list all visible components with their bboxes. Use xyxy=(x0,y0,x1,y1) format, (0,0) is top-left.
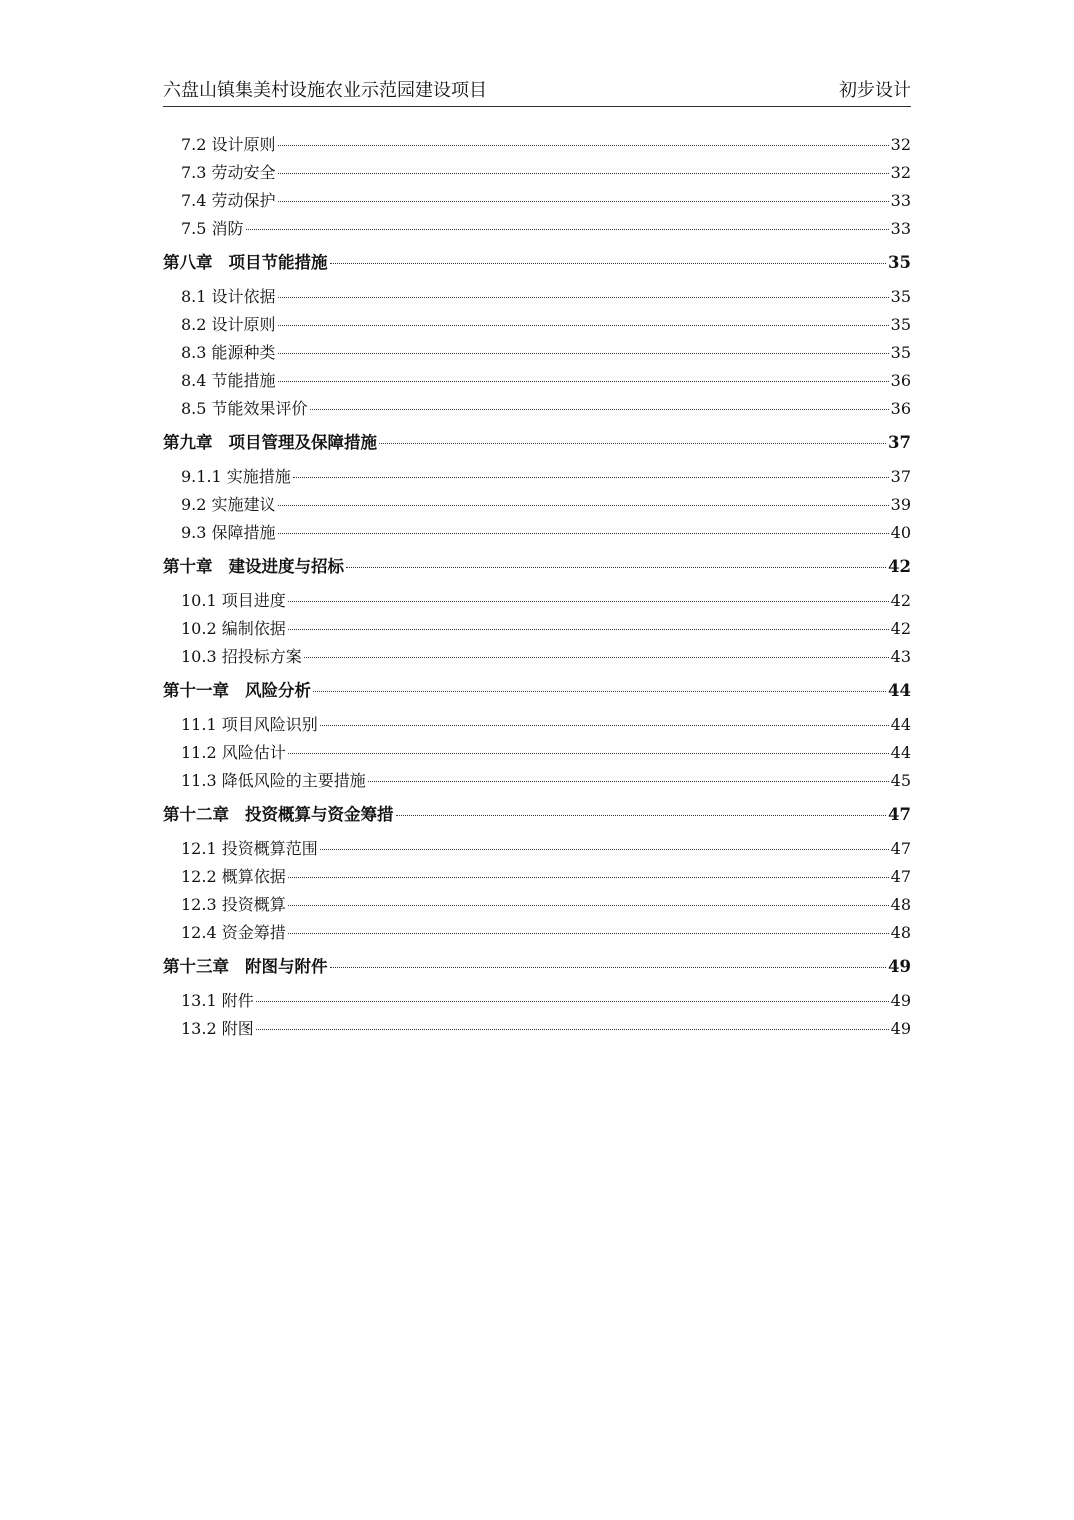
toc-section-entry[interactable] xyxy=(163,615,911,643)
toc-page-number: 49 xyxy=(890,991,911,1010)
toc-chapter-entry[interactable] xyxy=(163,553,911,581)
toc-entry-title: 项目管理及保障措施 xyxy=(228,433,377,452)
toc-page-number: 36 xyxy=(890,371,911,390)
toc-dot-leader xyxy=(278,173,889,174)
toc-dot-leader xyxy=(278,297,889,298)
toc-entry-title: 7.5 消防 xyxy=(181,219,244,238)
toc-entry-title: 7.3 劳动安全 xyxy=(181,163,276,182)
toc-dot-leader xyxy=(396,815,887,816)
toc-entry-title: 12.3 投资概算 xyxy=(181,895,286,914)
toc-dot-leader xyxy=(330,967,887,968)
toc-section-entry[interactable] xyxy=(163,491,911,519)
toc-dot-leader xyxy=(346,567,886,568)
toc-page-number: 44 xyxy=(890,743,911,762)
toc-section-entry[interactable] xyxy=(163,463,911,491)
toc-page-number: 33 xyxy=(890,219,911,238)
toc-section-entry[interactable] xyxy=(163,339,911,367)
toc-entry-title: 8.2 设计原则 xyxy=(181,315,276,334)
toc-entry-title: 12.4 资金筹措 xyxy=(181,923,286,942)
toc-page-number: 35 xyxy=(890,343,911,362)
toc-dot-leader xyxy=(288,753,889,754)
toc-chapter-entry[interactable] xyxy=(163,429,911,457)
toc-dot-leader xyxy=(278,325,889,326)
toc-entry-title: 项目节能措施 xyxy=(228,253,328,272)
toc-page-number: 48 xyxy=(890,895,911,914)
toc-chapter-entry[interactable] xyxy=(163,249,911,277)
toc-entry-title: 11.3 降低风险的主要措施 xyxy=(181,771,366,790)
toc-entry-title: 风险分析 xyxy=(245,681,311,700)
toc-page-number: 47 xyxy=(890,839,911,858)
toc-entry-title: 9.3 保障措施 xyxy=(181,523,276,542)
toc-chapter-number: 第十二章 xyxy=(163,805,229,824)
toc-dot-leader xyxy=(278,381,889,382)
toc-entry-title: 建设进度与招标 xyxy=(228,557,344,576)
toc-chapter-number: 第八章 xyxy=(163,253,213,272)
toc-page-number: 49 xyxy=(888,957,911,976)
toc-page-number: 48 xyxy=(890,923,911,942)
toc-page-number: 35 xyxy=(890,315,911,334)
toc-section-entry[interactable] xyxy=(163,863,911,891)
toc-chapter-number: 第十一章 xyxy=(163,681,229,700)
toc-page-number: 43 xyxy=(890,647,911,666)
toc-dot-leader xyxy=(288,905,889,906)
toc-entry-title: 附图与附件 xyxy=(245,957,328,976)
toc-page-number: 44 xyxy=(890,715,911,734)
toc-entry-title: 10.2 编制依据 xyxy=(181,619,286,638)
toc-page-number: 44 xyxy=(888,681,911,700)
toc-page-number: 33 xyxy=(890,191,911,210)
toc-section-entry[interactable] xyxy=(163,131,911,159)
toc-dot-leader xyxy=(330,263,887,264)
toc-chapter-number: 第九章 xyxy=(163,433,213,452)
toc-section-entry[interactable] xyxy=(163,395,911,423)
toc-entry-title: 12.1 投资概算范围 xyxy=(181,839,318,858)
toc-section-entry[interactable] xyxy=(163,159,911,187)
toc-dot-leader xyxy=(246,229,889,230)
toc-entry-title: 11.2 风险估计 xyxy=(181,743,286,762)
toc-page-number: 35 xyxy=(888,253,911,272)
toc-page-number: 42 xyxy=(888,557,911,576)
page-header xyxy=(163,74,911,107)
toc-page-number: 49 xyxy=(890,1019,911,1038)
toc-page-number: 39 xyxy=(890,495,911,514)
toc-dot-leader xyxy=(278,145,889,146)
toc-chapter-number: 第十章 xyxy=(163,557,213,576)
toc-dot-leader xyxy=(288,877,889,878)
toc-dot-leader xyxy=(313,691,886,692)
toc-dot-leader xyxy=(278,533,889,534)
toc-page-number: 32 xyxy=(890,135,911,154)
toc-entry-title: 7.4 劳动保护 xyxy=(181,191,276,210)
header-project-title: 六盘山镇集美村设施农业示范园建设项目 xyxy=(163,80,487,101)
toc-page-number: 42 xyxy=(890,591,911,610)
toc-entry-title: 9.1.1 实施措施 xyxy=(181,467,291,486)
header-section-title: 初步设计 xyxy=(839,80,911,101)
toc-section-entry[interactable] xyxy=(163,835,911,863)
toc-entry-title: 9.2 实施建议 xyxy=(181,495,276,514)
toc-dot-leader xyxy=(278,201,889,202)
toc-dot-leader xyxy=(320,849,889,850)
toc-section-entry[interactable] xyxy=(163,587,911,615)
toc-section-entry[interactable] xyxy=(163,1015,911,1043)
toc-dot-leader xyxy=(379,443,886,444)
toc-entry-title: 7.2 设计原则 xyxy=(181,135,276,154)
toc-page-number: 37 xyxy=(888,433,911,452)
toc-entry-title: 8.3 能源种类 xyxy=(181,343,276,362)
toc-section-entry[interactable] xyxy=(163,367,911,395)
toc-page-number: 37 xyxy=(890,467,911,486)
toc-entry-title: 8.1 设计依据 xyxy=(181,287,276,306)
toc-entry-title: 8.5 节能效果评价 xyxy=(181,399,308,418)
toc-entry-title: 13.2 附图 xyxy=(181,1019,254,1038)
toc-dot-leader xyxy=(368,781,889,782)
toc-dot-leader xyxy=(278,353,889,354)
toc-chapter-entry[interactable] xyxy=(163,677,911,705)
toc-section-entry[interactable] xyxy=(163,215,911,243)
toc-dot-leader xyxy=(278,505,889,506)
toc-dot-leader xyxy=(320,725,889,726)
toc-section-entry[interactable] xyxy=(163,767,911,795)
toc-entry-title: 12.2 概算依据 xyxy=(181,867,286,886)
toc-dot-leader xyxy=(288,601,889,602)
toc-dot-leader xyxy=(288,629,889,630)
toc-dot-leader xyxy=(256,1001,889,1002)
toc-entry-title: 13.1 附件 xyxy=(181,991,254,1010)
toc-entry-title: 11.1 项目风险识别 xyxy=(181,715,318,734)
toc-section-entry[interactable] xyxy=(163,739,911,767)
toc-dot-leader xyxy=(304,657,889,658)
toc-section-entry[interactable] xyxy=(163,311,911,339)
toc-section-entry[interactable] xyxy=(163,711,911,739)
toc-entry-title: 投资概算与资金筹措 xyxy=(245,805,394,824)
toc-dot-leader xyxy=(288,933,889,934)
toc-section-entry[interactable] xyxy=(163,891,911,919)
toc-chapter-entry[interactable] xyxy=(163,801,911,829)
toc-chapter-number: 第十三章 xyxy=(163,957,229,976)
toc-section-entry[interactable] xyxy=(163,987,911,1015)
toc-page-number: 36 xyxy=(890,399,911,418)
toc-dot-leader xyxy=(256,1029,889,1030)
toc-section-entry[interactable] xyxy=(163,283,911,311)
toc-dot-leader xyxy=(293,477,889,478)
table-of-contents xyxy=(163,131,911,1043)
toc-section-entry[interactable] xyxy=(163,187,911,215)
toc-page-number: 47 xyxy=(890,867,911,886)
toc-page-number: 42 xyxy=(890,619,911,638)
toc-section-entry[interactable] xyxy=(163,919,911,947)
toc-page-number: 32 xyxy=(890,163,911,182)
toc-section-entry[interactable] xyxy=(163,643,911,671)
toc-page-number: 40 xyxy=(890,523,911,542)
toc-section-entry[interactable] xyxy=(163,519,911,547)
toc-entry-title: 8.4 节能措施 xyxy=(181,371,276,390)
toc-page-number: 45 xyxy=(890,771,911,790)
toc-entry-title: 10.3 招投标方案 xyxy=(181,647,302,666)
toc-dot-leader xyxy=(310,409,889,410)
toc-entry-title: 10.1 项目进度 xyxy=(181,591,286,610)
toc-page-number: 35 xyxy=(890,287,911,306)
toc-chapter-entry[interactable] xyxy=(163,953,911,981)
toc-page-number: 47 xyxy=(888,805,911,824)
